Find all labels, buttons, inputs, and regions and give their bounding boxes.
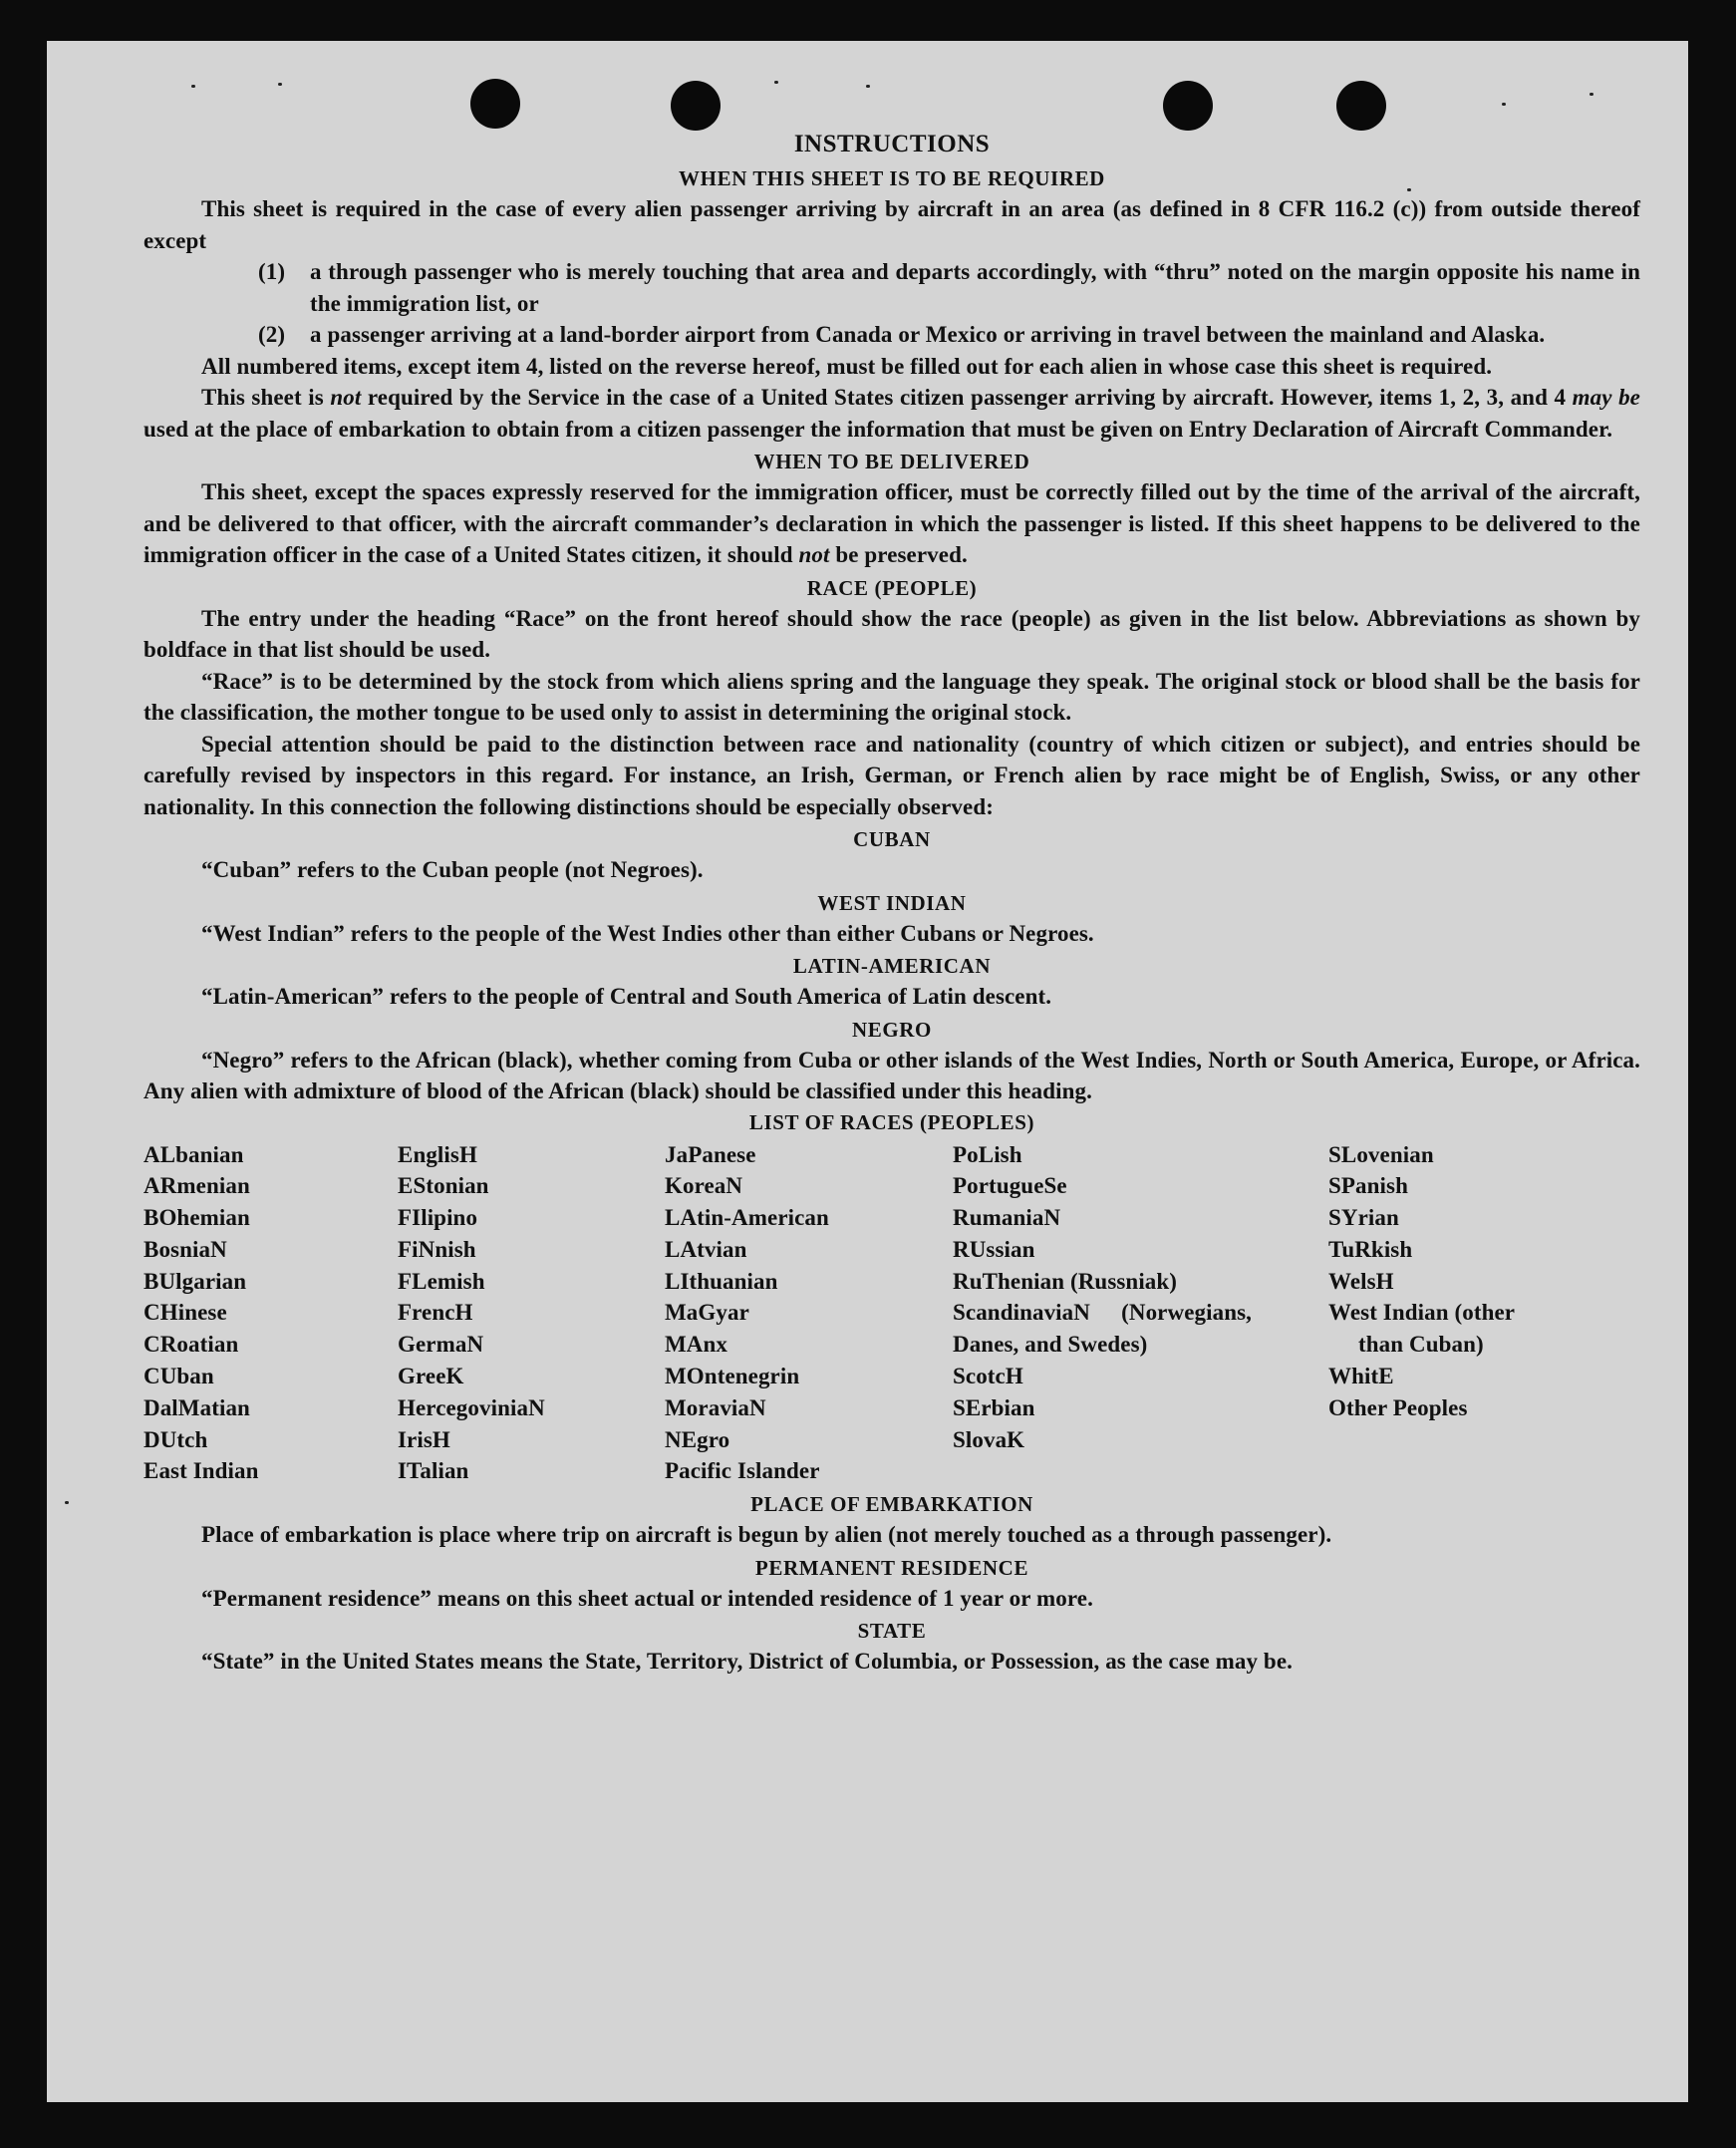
race-item: MOntenegrin [665, 1364, 800, 1389]
race-item: FiNnish [398, 1236, 476, 1262]
race-item: RumaniaN [953, 1205, 1061, 1231]
punch-hole [671, 81, 721, 131]
item-text: a through passenger who is merely touching that area and departs accordingly, with “thru” noted on the margin opposite his name in the immigration list, or [310, 259, 1640, 316]
heading-state: STATE [857, 1619, 927, 1644]
heading-race: RACE (PEOPLE) [806, 575, 978, 600]
negro-paragraph: “Negro” refers to the African (black), whether coming from Cuba or other islands of the West Indies, North or South America, Europe, or Africa. Any alien with admixture of blood of the African (black) should be classified under this heading. [144, 1047, 1640, 1103]
race-item: LIthuanian [665, 1268, 778, 1294]
race-item: MAnx [665, 1332, 728, 1358]
item-number: (2) [258, 322, 286, 347]
citizen-text-not: not [330, 385, 362, 410]
heading-embarkation: PLACE OF EMBARKATION [750, 1492, 1033, 1517]
punch-hole [1336, 81, 1386, 131]
speck [866, 85, 870, 88]
page-title: INSTRUCTIONS [793, 131, 991, 157]
race-item-scandinavian: ScandinaviaN (Norwegians, Danes, and Swedes) [953, 1300, 1252, 1358]
delivered-paragraph [144, 476, 1640, 571]
race-item: RuThenian (Russniak) [953, 1268, 1178, 1294]
exception-item-1 [258, 256, 1640, 319]
race-item: BUlgarian [144, 1268, 247, 1294]
race-item: ARmenian [144, 1173, 250, 1199]
punch-hole [1163, 81, 1213, 131]
speck [65, 1501, 69, 1504]
race-item: SPanish [1328, 1173, 1408, 1199]
exception-item-2 [258, 319, 1640, 351]
race-item: MaGyar [665, 1300, 749, 1326]
race-item: BOhemian [144, 1205, 250, 1231]
west-indian-paragraph: “West Indian” refers to the people of the West Indies other than either Cubans or Negroes. [201, 920, 1094, 946]
race-item: LAtvian [665, 1236, 747, 1262]
race-item: BosniaN [144, 1236, 227, 1262]
instructions-text [144, 128, 1640, 1678]
heading-permanent-residence: PERMANENT RESIDENCE [754, 1555, 1029, 1580]
latin-american-paragraph: “Latin-American” refers to the people of Central and South America of Latin descent. [201, 984, 1052, 1009]
speck [1502, 103, 1506, 106]
race-item: NEgro [665, 1426, 730, 1452]
race-item: PortugueSe [953, 1173, 1067, 1199]
race-item: JaPanese [665, 1141, 756, 1167]
race-item: HercegoviniaN [398, 1394, 545, 1420]
race-item: ALbanian [144, 1141, 244, 1167]
races-column-2 [398, 1139, 665, 1488]
delivered-text-a: This sheet, except the spaces expressly reserved for the immigration officer, must be correctly filled out by the time of the arrival of the aircraft, and be delivered to that officer, with the aircraft commander’s declaration in which the passenger is listed. If this sheet happens to be delivered to the immigration officer in the case of a United States citizen, it should [144, 479, 1640, 567]
citizen-text-maybe: may be [1572, 385, 1640, 410]
race-item: MoraviaN [665, 1394, 766, 1420]
race-item: ITalian [398, 1458, 469, 1484]
race-paragraph-1: The entry under the heading “Race” on the front hereof should show the race (people) as given in the list below. Abbreviations as shown by boldface in that list should be used. [144, 605, 1640, 662]
races-list [144, 1139, 1640, 1488]
race-item: SlovaK [953, 1426, 1025, 1452]
race-item: Pacific Islander [665, 1458, 820, 1484]
numbered-items-paragraph: All numbered items, except item 4, listed on the reverse hereof, must be filled out for each alien in whose case this sheet is required. [201, 353, 1493, 379]
speck [1590, 93, 1593, 96]
embarkation-paragraph: Place of embarkation is place where trip on aircraft is begun by alien (not merely touched as a through passenger). [201, 1522, 1332, 1548]
required-intro: This sheet is required in the case of every alien passenger arriving by aircraft in an area (as defined in 8 CFR 116.2 (c)) from outside thereof except [144, 196, 1640, 253]
item-number: (1) [258, 259, 286, 284]
heading-when-required: WHEN THIS SHEET IS TO BE REQUIRED [679, 166, 1105, 190]
heading-cuban: CUBAN [853, 827, 931, 851]
race-item: SLovenian [1328, 1141, 1434, 1167]
race-item: EnglisH [398, 1141, 477, 1167]
race-item: East Indian [144, 1458, 259, 1484]
delivered-text-not: not [798, 542, 830, 567]
race-item-west-indian-cont: than Cuban) [1358, 1332, 1484, 1358]
speck [278, 83, 282, 86]
race-item: FIlipino [398, 1205, 478, 1231]
heading-latin-american: LATIN-AMERICAN [792, 954, 992, 978]
citizen-text-c: used at the place of embarkation to obtain from a citizen passenger the information that must be given on Entry Declaration of Aircraft Commander. [144, 416, 1613, 442]
punch-hole [470, 79, 520, 129]
race-item: GermaN [398, 1332, 484, 1358]
race-item: WhitE [1328, 1364, 1394, 1389]
citizen-paragraph [144, 382, 1640, 445]
race-item: LAtin-American [665, 1205, 829, 1231]
heading-when-delivered: WHEN TO BE DELIVERED [753, 450, 1030, 473]
race-item: ScotcH [953, 1364, 1023, 1389]
heading-negro: NEGRO [851, 1017, 932, 1042]
race-item: EStonian [398, 1173, 489, 1199]
heading-west-indian: WEST INDIAN [817, 890, 967, 915]
races-column-1 [144, 1139, 398, 1488]
race-item: PoLish [953, 1141, 1022, 1167]
race-item: CRoatian [144, 1332, 239, 1358]
races-column-5 [1328, 1139, 1640, 1488]
race-item: KoreaN [665, 1173, 743, 1199]
race-item-west-indian: West Indian (other [1328, 1300, 1516, 1326]
heading-list-of-races: LIST OF RACES (PEOPLES) [748, 1109, 1035, 1134]
delivered-text-b: be preserved. [829, 542, 968, 567]
race-item: SErbian [953, 1394, 1035, 1420]
speck [191, 85, 195, 88]
race-item: FLemish [398, 1268, 485, 1294]
speck [774, 81, 778, 84]
race-item: GreeK [398, 1364, 464, 1389]
race-item: IrisH [398, 1426, 450, 1452]
residence-paragraph: “Permanent residence” means on this sheet actual or intended residence of 1 year or more. [201, 1585, 1093, 1611]
race-item: TuRkish [1328, 1236, 1413, 1262]
state-paragraph: “State” in the United States means the State, Territory, District of Columbia, or Possession, as the case may be. [201, 1649, 1293, 1675]
race-item: WelsH [1328, 1268, 1394, 1294]
race-item: Other Peoples [1328, 1394, 1468, 1420]
race-paragraph-3: Special attention should be paid to the distinction between race and nationality (country of which citizen or subject), and entries should be carefully revised by inspectors in this regard. For instance, an Irish, German, or French alien by race might be of English, Swiss, or any other nationality. In this connection the following distinctions should be especially observed: [144, 731, 1640, 819]
cuban-paragraph: “Cuban” refers to the Cuban people (not Negroes). [201, 857, 704, 882]
race-item: RUssian [953, 1236, 1035, 1262]
races-column-4 [953, 1139, 1328, 1488]
race-item: CHinese [144, 1300, 227, 1326]
item-text: a passenger arriving at a land-border airport from Canada or Mexico or arriving in travel between the mainland and Alaska. [310, 322, 1546, 347]
race-item: DalMatian [144, 1394, 250, 1420]
instruction-sheet [47, 41, 1688, 2102]
races-column-3 [665, 1139, 953, 1488]
citizen-text-a: This sheet is [201, 385, 331, 410]
race-item: DUtch [144, 1426, 208, 1452]
race-item: SYrian [1328, 1205, 1399, 1231]
race-item: FrencH [398, 1300, 473, 1326]
citizen-text-b: required by the Service in the case of a United States citizen passenger arriving by aircraft. However, items 1, 2, 3, and 4 [361, 385, 1573, 410]
race-item: CUban [144, 1364, 214, 1389]
race-paragraph-2: “Race” is to be determined by the stock from which aliens spring and the language they speak. The original stock or blood shall be the basis for the classification, the mother tongue to be used only to assist in determining the original stock. [144, 668, 1640, 725]
